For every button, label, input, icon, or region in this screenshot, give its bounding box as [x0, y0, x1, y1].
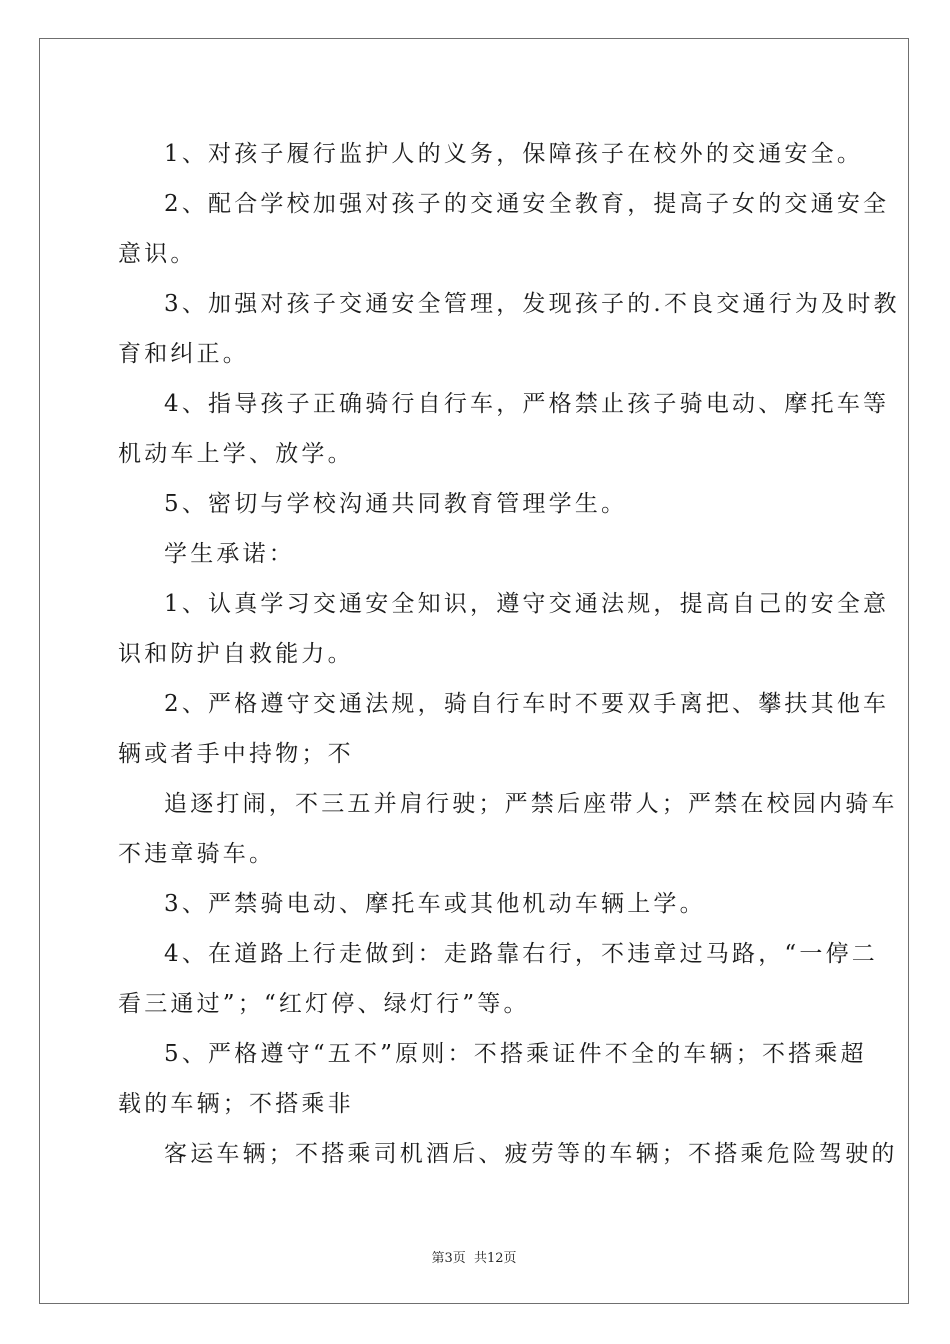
paragraph-line: 辆或者手中持物；不 — [118, 741, 354, 767]
paragraph-line: 育和纠正。 — [118, 341, 249, 367]
paragraph-line: 载的车辆；不搭乘非 — [118, 1091, 354, 1117]
paragraph-line: 1、认真学习交通安全知识，遵守交通法规，提高自己的安全意 — [164, 591, 890, 617]
paragraph-line: 5、严格遵守“五不”原则：不搭乘证件不全的车辆；不搭乘超 — [164, 1041, 867, 1067]
paragraph-line: 4、指导孩子正确骑行自行车，严格禁止孩子骑电动、摩托车等 — [164, 391, 890, 417]
paragraph-line: 不违章骑车。 — [118, 841, 276, 867]
paragraph-line: 意识。 — [118, 241, 197, 267]
paragraph-line: 客运车辆；不搭乘司机酒后、疲劳等的车辆；不搭乘危险驾驶的 — [164, 1141, 898, 1167]
paragraph-line: 3、严禁骑电动、摩托车或其他机动车辆上学。 — [164, 891, 706, 917]
document-body — [118, 129, 900, 1179]
paragraph-line: 追逐打闹，不三五并肩行驶；严禁后座带人；严禁在校园内骑车 — [164, 791, 898, 817]
section-heading: 学生承诺： — [164, 541, 295, 567]
page-total: 共12页 — [473, 1251, 517, 1266]
page-number: 第3页 — [431, 1251, 466, 1266]
paragraph-line: 2、严格遵守交通法规，骑自行车时不要双手离把、攀扶其他车 — [164, 691, 890, 717]
paragraph-line: 识和防护自救能力。 — [118, 641, 354, 667]
paragraph-line: 2、配合学校加强对孩子的交通安全教育，提高子女的交通安全 — [164, 191, 890, 217]
paragraph-line: 4、在道路上行走做到：走路靠右行，不违章过马路，“一停二 — [164, 941, 878, 967]
document-page — [39, 38, 909, 1304]
paragraph-line: 5、密切与学校沟通共同教育管理学生。 — [164, 491, 628, 517]
paragraph-line: 机动车上学、放学。 — [118, 441, 354, 467]
page-footer — [40, 1247, 908, 1266]
paragraph-line: 1、对孩子履行监护人的义务，保障孩子在校外的交通安全。 — [164, 141, 864, 167]
paragraph-line: 看三通过”；“红灯停、绿灯行”等。 — [118, 991, 530, 1017]
paragraph-line: 3、加强对孩子交通安全管理，发现孩子的.不良交通行为及时教 — [164, 291, 900, 317]
